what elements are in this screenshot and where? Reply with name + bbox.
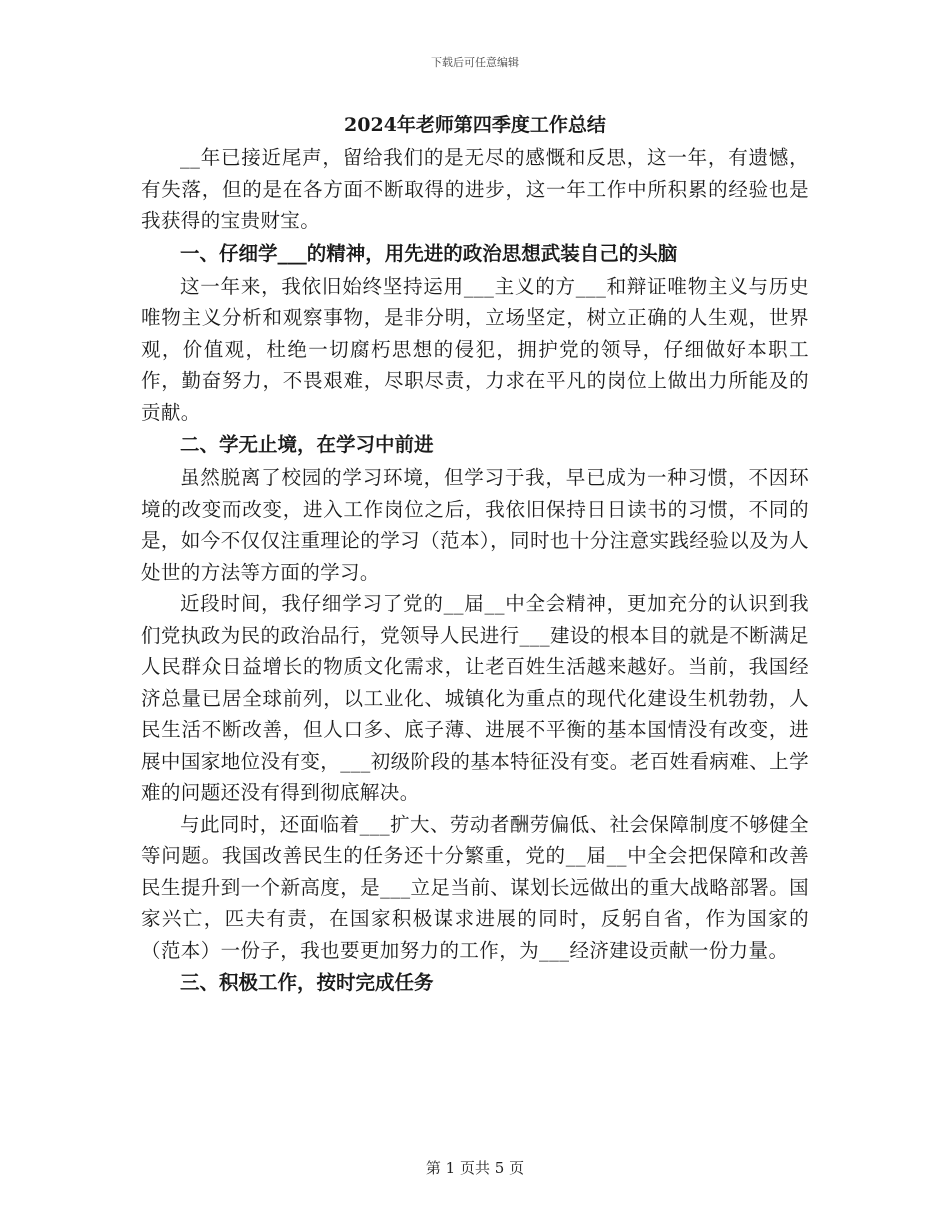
section-2-paragraph-3: 与此同时，还面临着___扩大、劳动者酬劳偏低、社会保障制度不够健全等问题。我国改善民生的任务还十分繁重，党的__届__中全会把保障和改善民生提升到一个新高度，是___立足当前、谋划长远做出的重大战略部署。国家兴亡，匹夫有责，在国家积极谋求进展的同时，反躬自省，作为国家的（范本）一份子，我也要更加努力的工作，为___经济建设贡献一份力量。: [141, 812, 809, 962]
section-2-paragraph-2: 近段时间，我仔细学习了党的__届__中全会精神，更加充分的认识到我们党执政为民的政治品行，党领导人民进行___建设的根本目的就是不断满足人民群众日益增长的物质文化需求，让老百姓生活越来越好。当前，我国经济总量已居全球前列，以工业化、城镇化为重点的现代化建设生机勃勃，人民生活不断改善，但人口多、底子薄、进展不平衡的基本国情没有改变，进展中国家地位没有变，___初级阶段的基本特征没有变。老百姓看病难、上学难的问题还没有得到彻底解决。: [141, 592, 809, 804]
section-2-heading: 二、学无止境，在学习中前进: [180, 433, 434, 456]
intro-paragraph: __年已接近尾声，留给我们的是无尽的感慨和反思，这一年，有遗憾，有失落，但的是在各方面不断取得的进步，这一年工作中所积累的经验也是我获得的宝贵财宝。: [141, 146, 809, 232]
section-1-heading: 一、仔细学___的精神，用先进的政治思想武装自己的头脑: [180, 241, 678, 265]
page-header-note: 下载后可任意编辑: [431, 56, 519, 69]
page-number: 第 1 页共 5 页: [425, 1159, 525, 1177]
document-title: 2024年老师第四季度工作总结: [344, 114, 606, 136]
section-3-heading: 三、积极工作，按时完成任务: [180, 971, 434, 994]
document-body: [141, 108, 809, 1000]
section-1-paragraph: 这一年来，我依旧始终坚持运用___主义的方___和辩证唯物主义与历史唯物主义分析和观察事物，是非分明，立场坚定，树立正确的人生观，世界观，价值观，杜绝一切腐朽思想的侵犯，拥护党的领导，仔细做好本职工作，勤奋努力，不畏艰难，尽职尽责，力求在平凡的岗位上做出力所能及的贡献。: [141, 274, 809, 424]
section-2-paragraph-1: 虽然脱离了校园的学习环境，但学习于我，早已成为一种习惯，不因环境的改变而改变，进入工作岗位之后，我依旧保持日日读书的习惯，不同的是，如今不仅仅注重理论的学习（范本），同时也十分注意实践经验以及为人处世的方法等方面的学习。: [141, 466, 809, 584]
